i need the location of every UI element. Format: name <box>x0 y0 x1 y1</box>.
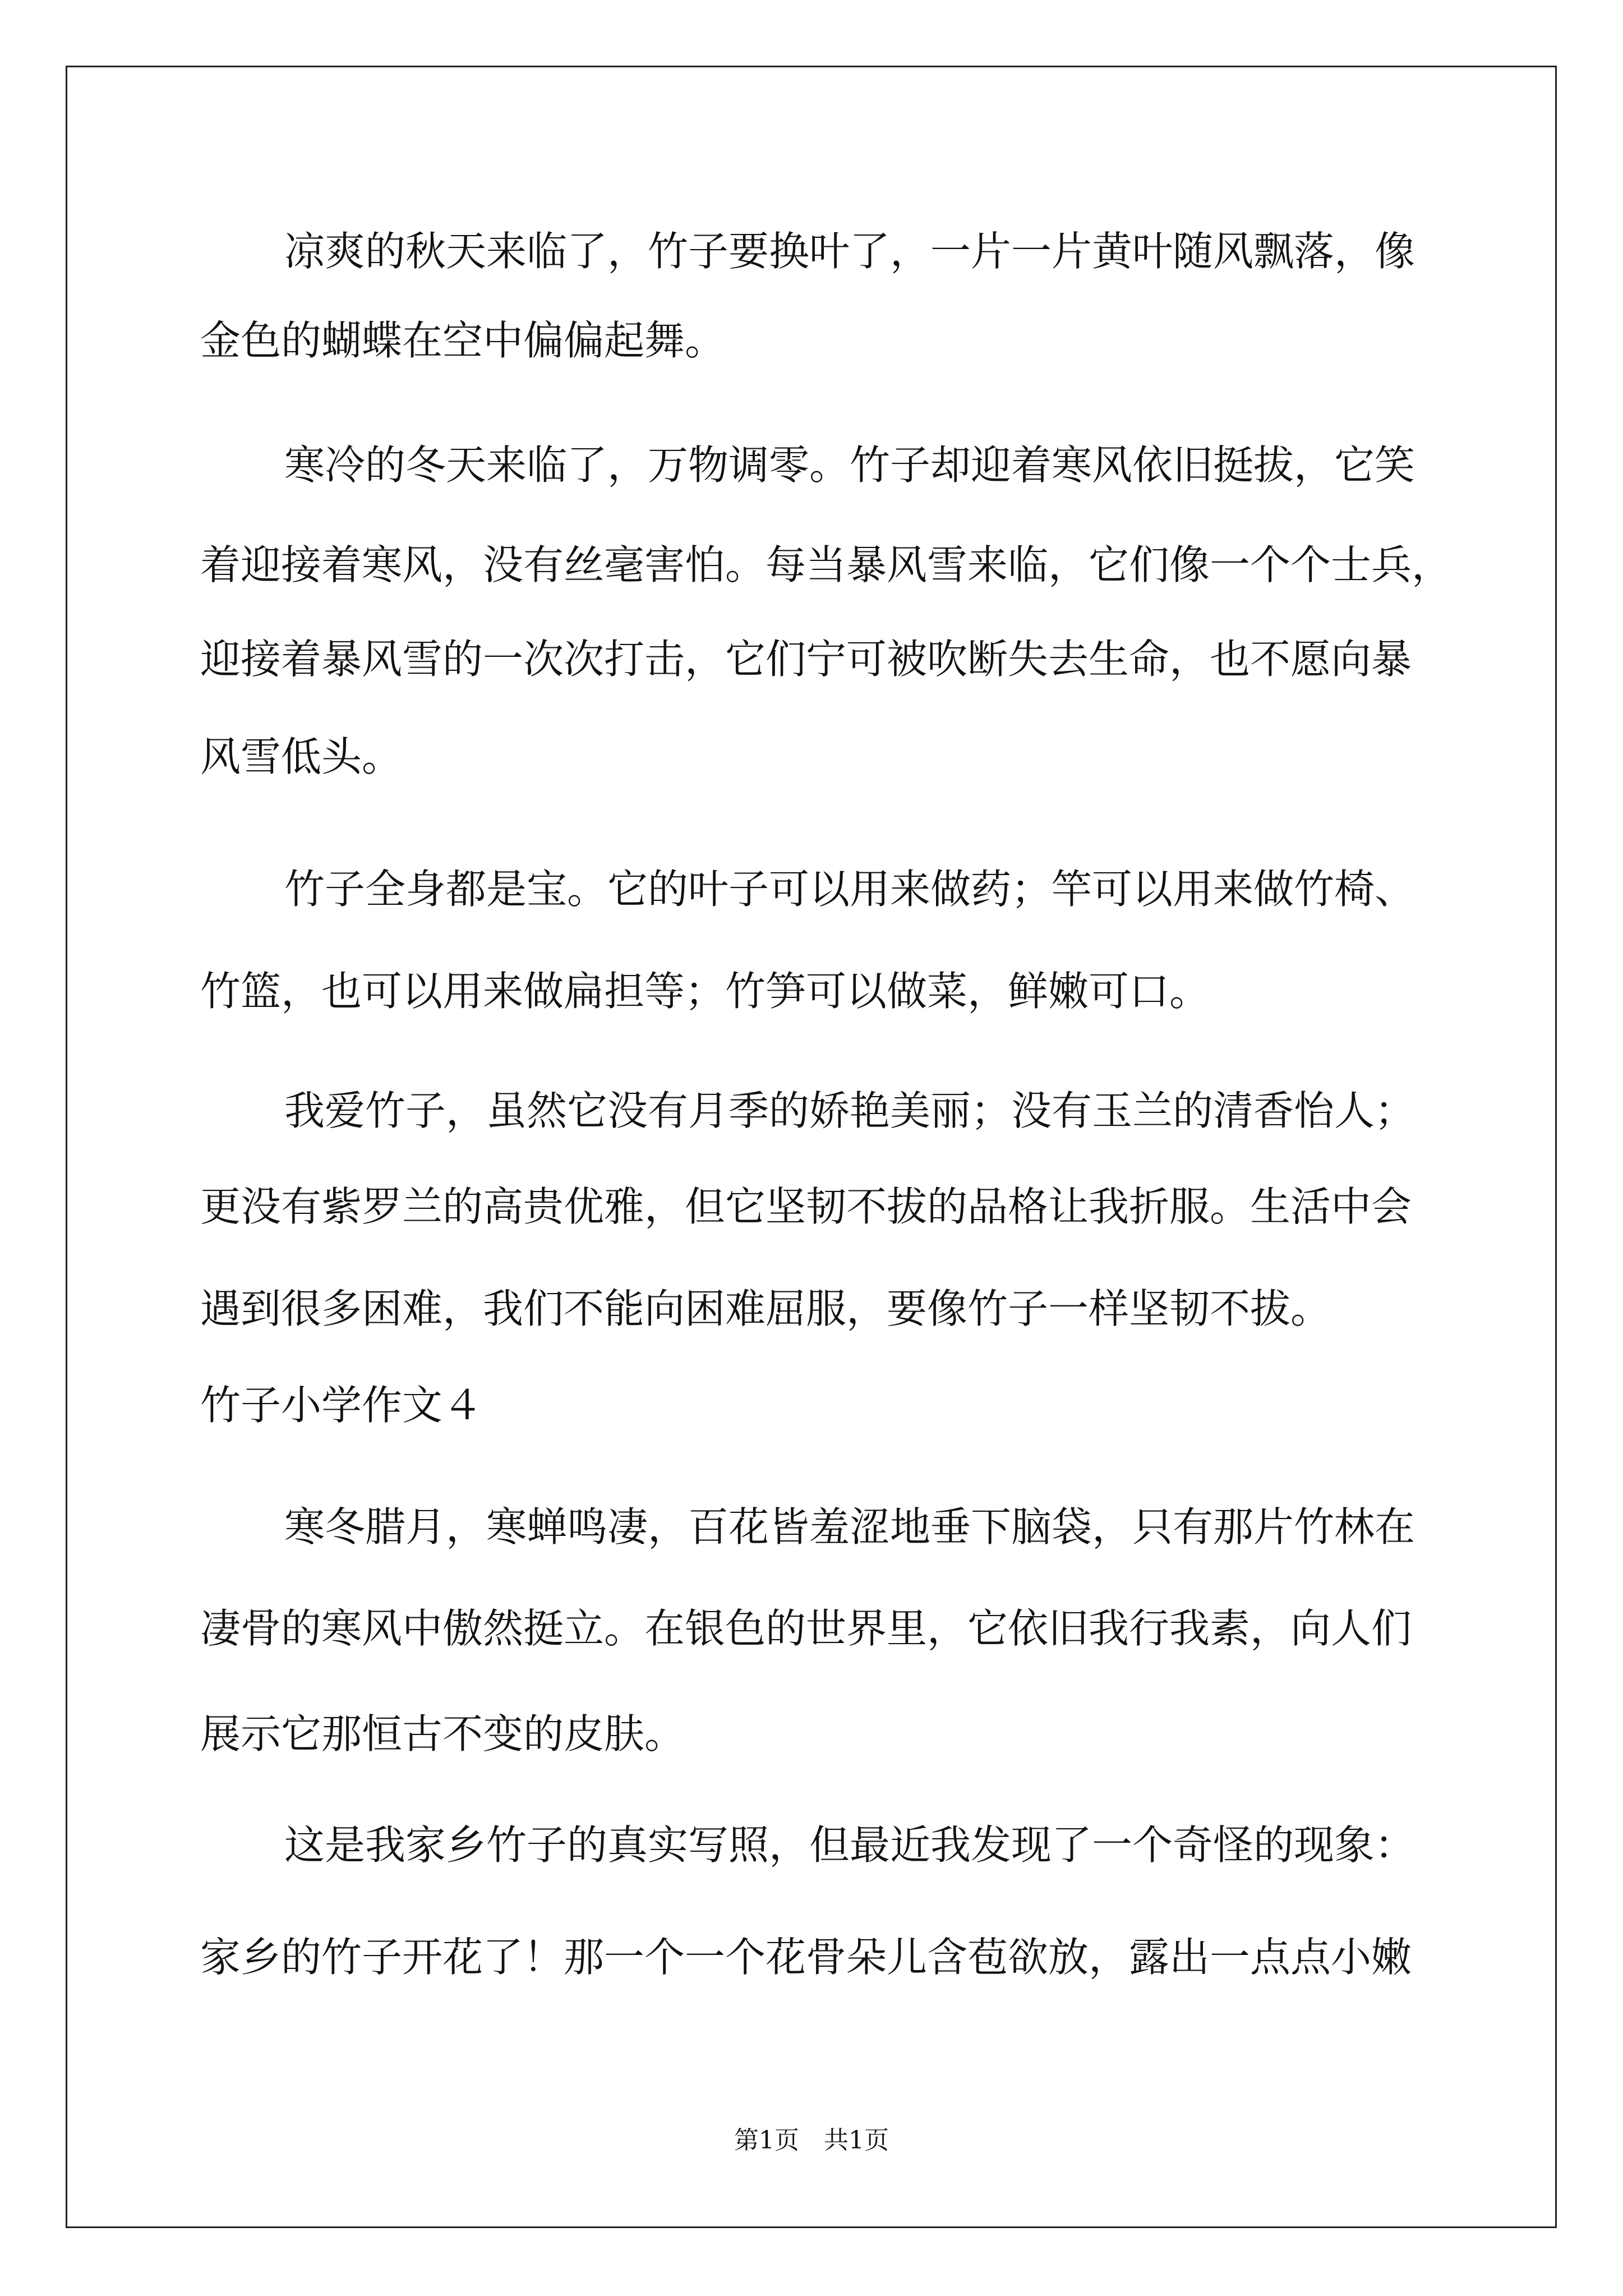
section-heading: 竹子小学作文４ <box>200 1382 483 1429</box>
paragraph-line: 遇到很多困难，我们不能向困难屈服，要像竹子一样坚韧不拔。 <box>200 1285 1331 1332</box>
paragraph-line: 展示它那恒古不变的皮肤。 <box>200 1710 685 1757</box>
paragraph-line: 我爱竹子，虽然它没有月季的娇艳美丽；没有玉兰的清香怡人； <box>284 1087 1415 1134</box>
page-border <box>66 66 1557 2228</box>
paragraph-line: 凉爽的秋天来临了，竹子要换叶了，一片一片黄叶随风飘落，像 <box>284 228 1415 275</box>
page-footer: 第1页 共1页 <box>734 2126 889 2155</box>
paragraph-line: 风雪低头。 <box>200 733 403 780</box>
paragraph-line: 竹篮，也可以用来做扁担等；竹笋可以做菜，鲜嫩可口。 <box>200 968 1210 1015</box>
paragraph-line: 着迎接着寒风，没有丝毫害怕。每当暴风雪来临，它们像一个个士兵， <box>200 541 1453 588</box>
paragraph-line: 更没有紫罗兰的高贵优雅，但它坚韧不拔的品格让我折服。生活中会 <box>200 1183 1412 1230</box>
paragraph-line: 寒冬腊月，寒蝉鸣凄，百花皆羞涩地垂下脑袋，只有那片竹林在 <box>284 1503 1415 1550</box>
paragraph-line: 这是我家乡竹子的真实写照，但最近我发现了一个奇怪的现象： <box>284 1821 1415 1869</box>
paragraph-line: 迎接着暴风雪的一次次打击，它们宁可被吹断失去生命，也不愿向暴 <box>200 636 1412 683</box>
paragraph-line: 凄骨的寒风中傲然挺立。在银色的世界里，它依旧我行我素，向人们 <box>200 1605 1412 1652</box>
paragraph-line: 金色的蝴蝶在空中偏偏起舞。 <box>200 317 726 364</box>
paragraph-line: 家乡的竹子开花了！那一个一个花骨朵儿含苞欲放，露出一点点小嫩 <box>200 1934 1412 1981</box>
paragraph-line: 寒冷的冬天来临了，万物调零。竹子却迎着寒风依旧挺拔，它笑 <box>284 441 1415 489</box>
paragraph-line: 竹子全身都是宝。它的叶子可以用来做药；竿可以用来做竹椅、 <box>284 866 1415 913</box>
